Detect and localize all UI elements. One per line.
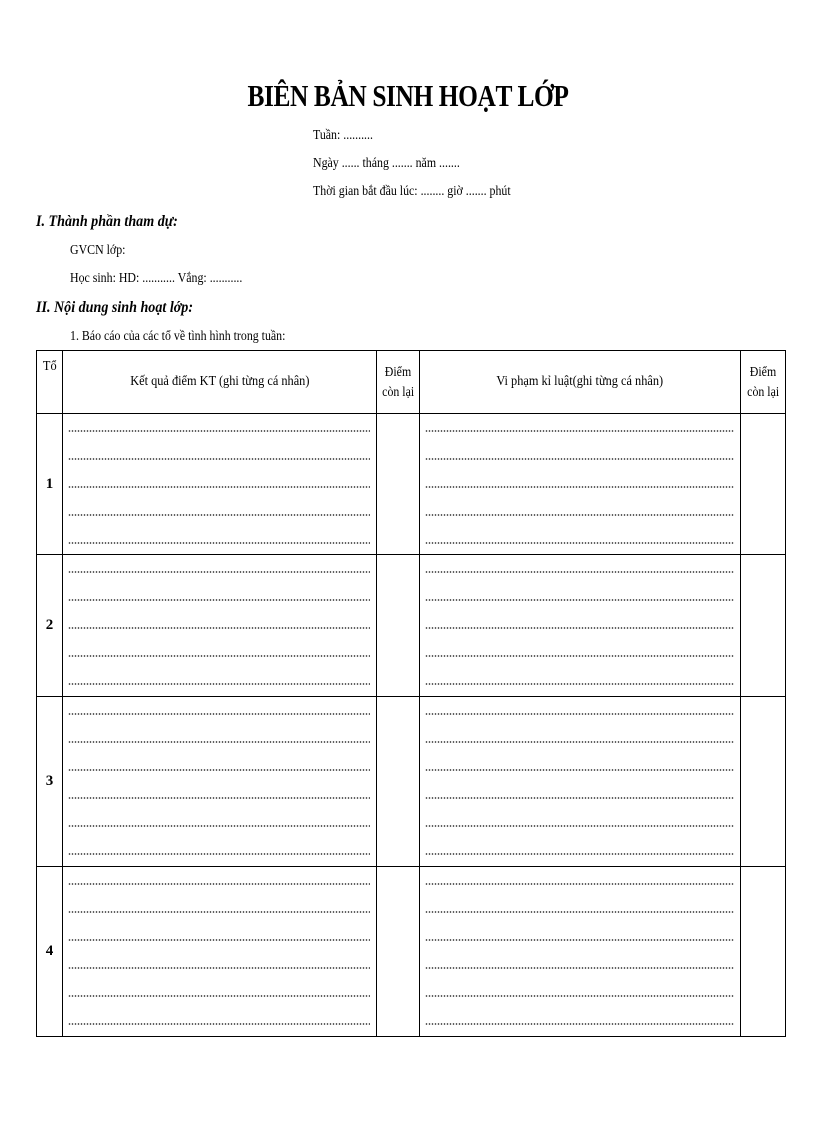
teacher-field: GVCN lớp: xyxy=(70,242,126,257)
group-number: 1 xyxy=(37,414,63,555)
table-row xyxy=(37,555,786,697)
violations-cell xyxy=(420,867,741,1037)
remaining-score-cell xyxy=(377,555,420,697)
group-number: 3 xyxy=(37,697,63,867)
table-row xyxy=(37,697,786,867)
remaining-score-cell xyxy=(377,697,420,867)
violations-cell xyxy=(420,555,741,697)
start-time-field: Thời gian bắt đầu lúc: ........ giờ ....... phút xyxy=(313,183,511,198)
group-number: 2 xyxy=(37,555,63,697)
remaining-score-cell xyxy=(741,414,786,555)
table-row xyxy=(37,867,786,1037)
remaining-score-cell xyxy=(377,414,420,555)
document-title: BIÊN BẢN SINH HOẠT LỚP xyxy=(247,78,569,113)
section-content-heading: II. Nội dung sinh hoạt lớp: xyxy=(36,299,194,316)
remaining-score-cell xyxy=(377,867,420,1037)
remaining-score-cell xyxy=(741,555,786,697)
header-remaining-score-2: Điểm còn lại xyxy=(741,351,786,414)
violations-cell xyxy=(420,697,741,867)
results-cell xyxy=(63,555,377,697)
header-results: Kết quả điểm KT (ghi từng cá nhân) xyxy=(63,351,377,414)
header-violations: Vi phạm kỉ luật(ghi từng cá nhân) xyxy=(420,351,741,414)
report-table xyxy=(36,350,786,1037)
remaining-score-cell xyxy=(741,697,786,867)
students-field: Học sinh: HD: ........... Vắng: ........... xyxy=(70,270,243,285)
section-attendance-heading: I. Thành phần tham dự: xyxy=(36,213,178,230)
group-number: 4 xyxy=(37,867,63,1037)
remaining-score-cell xyxy=(741,867,786,1037)
header-remaining-score-1: Điểm còn lại xyxy=(377,351,420,414)
results-cell xyxy=(63,414,377,555)
table-row xyxy=(37,414,786,555)
header-group: Tổ xyxy=(37,351,63,414)
report-item-label: 1. Báo cáo của các tổ về tình hình trong tuần: xyxy=(70,328,286,343)
results-cell xyxy=(63,867,377,1037)
date-field: Ngày ...... tháng ....... năm ....... xyxy=(313,155,460,170)
week-field: Tuần: .......... xyxy=(313,127,373,142)
table-header-row xyxy=(37,351,786,414)
violations-cell xyxy=(420,414,741,555)
results-cell xyxy=(63,697,377,867)
